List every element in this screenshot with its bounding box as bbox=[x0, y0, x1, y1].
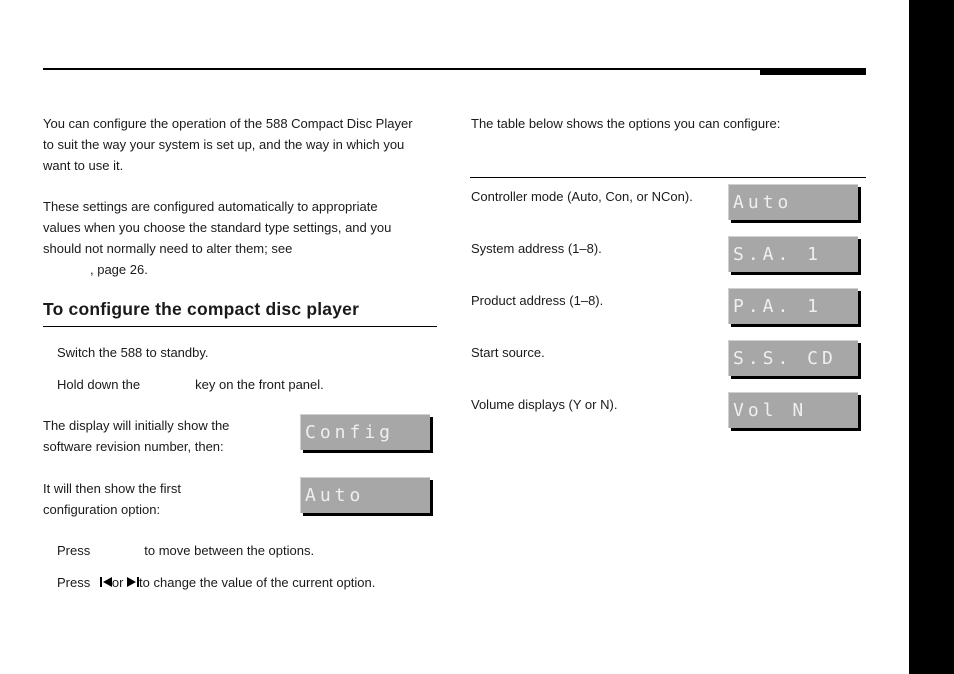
intro-paragraph-1 bbox=[43, 113, 413, 176]
note-line: The display will initially show the bbox=[43, 418, 230, 433]
intro-line: values when you choose the standard type settings, and you bbox=[43, 220, 392, 235]
display-note-1 bbox=[43, 415, 229, 457]
step-text: Press bbox=[57, 543, 91, 558]
step-text: to move between the options. bbox=[144, 543, 315, 558]
note-line: configuration option: bbox=[43, 502, 161, 517]
step-text: Press bbox=[57, 575, 91, 590]
note-line: It will then show the first bbox=[43, 481, 181, 496]
skip-next-icon bbox=[127, 576, 139, 592]
step-text: Hold down the bbox=[57, 377, 141, 392]
note-line: software revision number, then: bbox=[43, 439, 224, 454]
display-note-2 bbox=[43, 478, 181, 520]
header-tab bbox=[760, 68, 866, 75]
lcd-display-option: S.S. CD bbox=[728, 340, 858, 376]
step-text: to change the value of the current option. bbox=[139, 575, 376, 590]
option-row-label: Product address (1–8). bbox=[471, 293, 604, 308]
section-heading: To configure the compact disc player bbox=[43, 297, 437, 327]
intro-line: should not normally need to alter them; see bbox=[43, 241, 293, 256]
option-row-label: Controller mode (Auto, Con, or NCon). bbox=[471, 189, 693, 204]
intro-line: You can configure the operation of the 588 Compact Disc Player bbox=[43, 116, 413, 131]
lcd-display-auto: Auto bbox=[300, 477, 430, 513]
table-rule bbox=[470, 177, 866, 178]
option-row-label: Volume displays (Y or N). bbox=[471, 397, 618, 412]
lcd-display-option: Vol N bbox=[728, 392, 858, 428]
intro-line: These settings are configured automatically to appropriate bbox=[43, 199, 378, 214]
page-edge-bar bbox=[909, 0, 954, 674]
lcd-display-config: Config bbox=[300, 414, 430, 450]
step-3 bbox=[57, 543, 314, 559]
lcd-display-option: Auto bbox=[728, 184, 858, 220]
header-rule bbox=[43, 68, 865, 70]
step-4 bbox=[57, 575, 375, 592]
intro-paragraph-2 bbox=[43, 196, 391, 280]
intro-line: to suit the way your system is set up, and the way in which you bbox=[43, 137, 405, 152]
option-row-label: Start source. bbox=[471, 345, 545, 360]
step-text: key on the front panel. bbox=[195, 377, 324, 392]
option-row-label: System address (1–8). bbox=[471, 241, 602, 256]
step-text: or bbox=[111, 575, 124, 590]
step-1: Switch the 588 to standby. bbox=[57, 345, 209, 360]
lcd-display-option: S.A. 1 bbox=[728, 236, 858, 272]
step-2 bbox=[57, 377, 324, 393]
skip-previous-icon bbox=[100, 576, 112, 592]
lcd-display-option: P.A. 1 bbox=[728, 288, 858, 324]
intro-line: want to use it. bbox=[43, 158, 124, 173]
table-intro: The table below shows the options you can configure: bbox=[471, 116, 781, 131]
page-reference: , page 26. bbox=[90, 262, 148, 277]
